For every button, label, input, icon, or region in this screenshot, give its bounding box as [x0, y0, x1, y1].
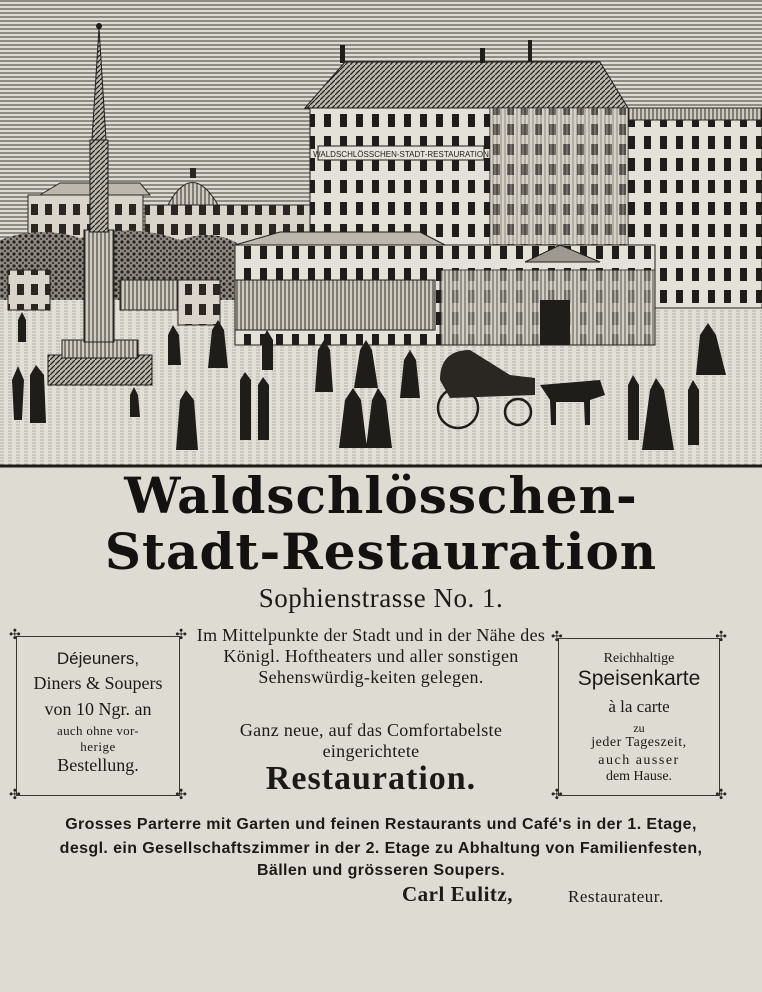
- footer-line-3: Bällen und grösseren Soupers.: [256, 862, 506, 879]
- left-box-line: Déjeuners,: [56, 649, 140, 668]
- right-box-line: à la carte: [608, 697, 670, 716]
- right-box-line: Speisenkarte: [577, 667, 701, 690]
- ornament-icon: ✣: [551, 788, 563, 803]
- signature-role: Restaurateur.: [568, 887, 664, 906]
- ornament-icon: ✣: [175, 788, 187, 803]
- headline-line-2: Stadt-Restauration: [104, 522, 658, 581]
- headline-line-1: Waldschlösschen-: [124, 466, 638, 525]
- left-box-line: auch ohne vor-: [57, 723, 139, 738]
- address: Sophienstrasse No. 1.: [258, 583, 504, 613]
- left-box-line: herige: [80, 739, 116, 754]
- engraving-illustration: [0, 0, 762, 468]
- ornament-icon: ✣: [9, 628, 21, 643]
- right-box-line: dem Hause.: [605, 769, 673, 784]
- left-box-line: Bestellung.: [57, 755, 139, 775]
- ornament-icon: ✣: [715, 630, 727, 645]
- ornament-icon: ✣: [9, 788, 21, 803]
- left-box-line: von 10 Ngr. an: [44, 699, 152, 719]
- left-box-line: Diners & Soupers: [33, 673, 163, 693]
- building-sign: WALDSCHLÖSSCHEN-STADT-RESTAURATION: [313, 150, 489, 159]
- town-square-engraving: [0, 0, 762, 468]
- ornament-icon: ✣: [175, 628, 187, 643]
- footer-line-1: Grosses Parterre mit Garten und feinen Restaurants und Café's in der 1. Etage,: [65, 816, 697, 833]
- footer-line-2: desgl. ein Gesellschaftszimmer in der 2. Etage zu Abhaltung von Familienfesten,: [59, 840, 703, 857]
- right-box-line: jeder Tageszeit,: [591, 735, 687, 750]
- signature-name: Carl Eulitz,: [402, 882, 513, 906]
- middle-paragraph-1: Im Mittelpunkte der Stadt und in der Nähe des Königl. Hoftheaters und aller sonstigen Sehenswürdig-keiten gelegen.: [196, 625, 546, 687]
- ornament-icon: ✣: [715, 788, 727, 803]
- right-box-line: zu: [633, 721, 645, 735]
- left-info-box: [9, 628, 187, 803]
- middle-paragraph-2: Ganz neue, auf das Comfortabelste eingerichtete: [239, 720, 503, 761]
- restauration-title: Restauration.: [265, 760, 477, 797]
- right-box-line: auch ausser: [598, 753, 680, 768]
- ornament-icon: ✣: [551, 630, 563, 645]
- right-info-box: [551, 630, 727, 803]
- right-box-line: Reichhaltige: [603, 651, 675, 666]
